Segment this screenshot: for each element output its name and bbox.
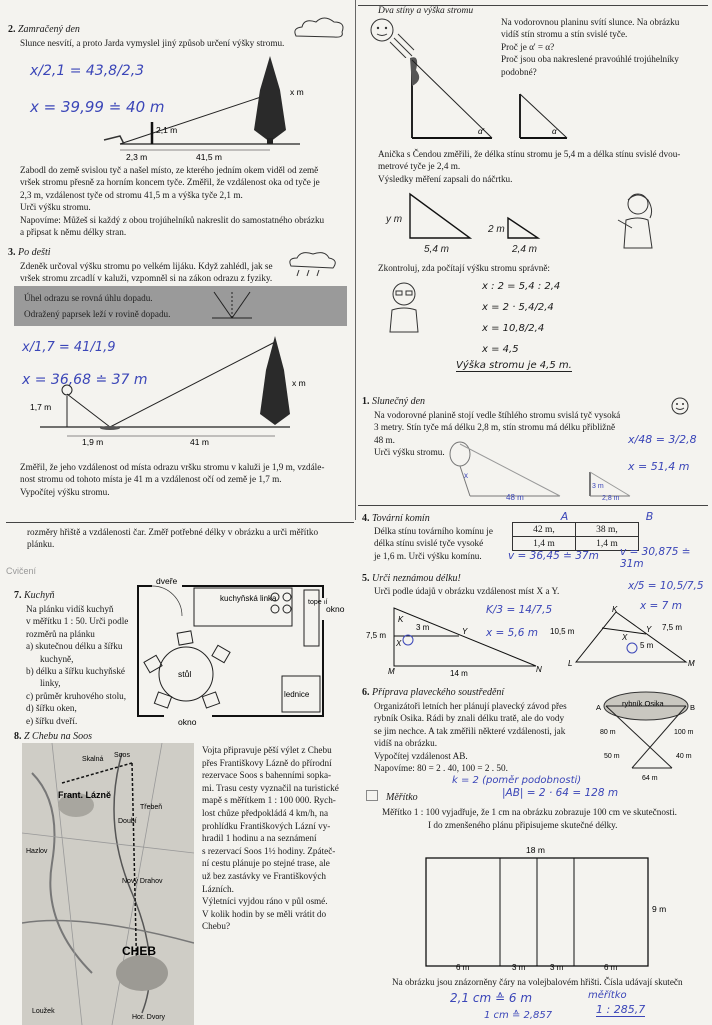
p1-s2: 2,8 m [602, 495, 620, 502]
court-d: 6 m [604, 963, 618, 972]
two-shadows-sketch [380, 186, 580, 258]
p5-handwritten-result2: x = 7 m [640, 600, 682, 612]
plan-table-label: stůl [178, 669, 192, 679]
right-title-two-shadows: Dva stíny a výška stromu [378, 6, 474, 16]
problem-6-body: Organizátoři letních her plánují plavecký závod přes rybník Osika. Rádi by znali délku tratě, ale do vody se jim nechce. A tak změřili některé vzdálenosti, jak vidíš na obrázku. Vypočítej vzdálenost AB. Napovíme: 80 = 2 . 40, 100 = 2 . 50. [374, 701, 567, 774]
p1-x: x [464, 471, 468, 480]
p5-figure-1 [364, 600, 544, 676]
p5-handwritten-result1: x = 5,6 m [486, 627, 538, 639]
p2-figure [100, 50, 340, 165]
scale-hw-1: 2,1 cm ≙ 6 m [450, 991, 533, 1005]
map-label-cheb: CHEB [122, 944, 157, 958]
problem-6-heading: 6. Příprava plaveckého soustředění [362, 687, 505, 698]
p1-figure [440, 440, 640, 502]
two-shadows-intro: Na vodorovnou planinu svítí slunce. Na obrázku vidíš stín stromu a stín svislé tyče. Proč je α' = α? Proč jsou oba nakreslené pravoúhlé trojúhelníky podobné? [501, 17, 680, 77]
svg-text:M: M [388, 667, 395, 676]
problem-4-body: Délka stínu továrního komínu je délka stínu svislé tyče vysoké je 1,6 m. Urči výšku komínu. [374, 526, 493, 561]
problem-7-body: Na plánku vidíš kuchyň v měřítku 1 : 50. Urči podle rozměrů na plánku a) skutečnou délku a šířku kuchyně, b) délku a šířku kuchyňské linky, c) průměr kruhového stolu, d) šířku oken, e) šířku dveří. [26, 604, 129, 726]
scale-heading: Měřítko [366, 790, 418, 803]
svg-text:M: M [688, 659, 695, 668]
f1-a: 7,5 m [366, 631, 387, 640]
p3-d2: 41 m [190, 437, 209, 447]
problem-8-heading: 8. Z Chebu na Soos [14, 731, 93, 742]
problem-7-heading: 7. Kuchyň [14, 590, 55, 601]
scale-body-1: Měřítko 1 : 100 vyjadřuje, že 1 cm na obrázku zobrazuje 100 cm ve skutečnosti. [382, 807, 677, 817]
section-label-cviceni: Cvičení [6, 566, 37, 576]
map-label-novy-drahov: Nový Drahov [122, 878, 163, 885]
p2-pole-label: 2,1 m [156, 125, 178, 135]
top-continuation: rozměry hřiště a vzdálenosti čar. Změř potřebné délky v obrázku a urči měřítko plánku. [27, 527, 319, 550]
pond-d: 40 m [676, 753, 692, 760]
svg-text:Y: Y [646, 625, 652, 634]
p4-handwritten-a: v = 36,45 ≐ 37m [508, 550, 599, 562]
volleyball-court [412, 840, 672, 975]
scale-body-2: I do zmenšeného plánu připisujeme skutečné délky. [428, 820, 618, 830]
svg-text:L: L [568, 659, 573, 668]
p3-handwritten-result: x = 36,68 ≐ 37 m [22, 372, 148, 388]
svg-text:X: X [396, 639, 402, 648]
problem-5-body: Urči podle údajů v obrázku vzdálenost míst X a Y. [374, 586, 560, 596]
scale-hw-4: 1 : 285,7 [596, 1003, 646, 1016]
tourist-map [22, 743, 194, 1025]
kitchen-plan [134, 578, 356, 726]
court-b: 3 m [512, 963, 526, 972]
scale-hw-3: měřítko [588, 990, 627, 1001]
problem-2-heading: 2. Zamračený den [8, 24, 80, 35]
f1-b: 3 m [416, 623, 430, 632]
court-h: 9 m [652, 904, 667, 914]
sketch-b2: 2,4 m [512, 244, 538, 255]
f1-c: 14 m [450, 669, 468, 676]
map-label-doubi: Doubí [118, 818, 137, 825]
svg-text:A: A [596, 703, 602, 712]
court-c: 3 m [550, 963, 564, 972]
boy-illustration [382, 278, 426, 334]
girl-illustration [612, 190, 662, 250]
plan-fridge-label: lednice [284, 690, 310, 699]
plan-window-label: okno [326, 604, 345, 614]
court-caption: Na obrázku jsou znázorněny čáry na volejbalovém hřišti. Čísla udávají skutečn [392, 977, 683, 987]
p3-x: x m [292, 378, 306, 388]
svg-text:X: X [622, 633, 628, 642]
problem-4-heading: 4. Tovární komín [362, 513, 430, 524]
map-label-hor-dvory: Hor. Dvory [132, 1014, 166, 1021]
plan-heater-label: topení [308, 599, 328, 606]
p6-handwritten-ab: |AB| = 2 · 64 = 128 m [502, 787, 619, 799]
p2-handwritten-result: x = 39,99 ≐ 40 m [30, 98, 165, 116]
f2-b: 7,5 m [662, 623, 683, 632]
pond-a: 80 m [600, 729, 616, 736]
p2-x-label: x m [290, 87, 304, 97]
f2-a: 10,5 m [550, 627, 575, 636]
reflection-law-box: Úhel odrazu se rovná úhlu dopadu. Odražený paprsek leží v rovině dopadu. [14, 286, 347, 326]
p1-p: 3 m [592, 483, 604, 490]
pond-e: 64 m [642, 775, 658, 782]
p3-figure [30, 330, 340, 450]
p6-handwritten-k: k = 2 (poměr podobnosti) [452, 775, 582, 786]
p5-figure-2 [546, 604, 706, 672]
sketch-b1: 5,4 m [424, 244, 450, 255]
pond-c: 50 m [604, 753, 620, 760]
svg-text:B: B [690, 703, 696, 712]
rain-cloud-icon [285, 250, 340, 280]
p4-handwritten-b: v = 30,875 ≐ 31m [620, 546, 691, 570]
two-shadows-figure [402, 50, 582, 146]
problem-1-heading: 1. Slunečný den [362, 396, 426, 407]
p2-d2: 41,5 m [196, 152, 222, 162]
p1-handwritten-ratio: x/48 = 3/2,8 [628, 433, 697, 446]
table-column-headers: A B [560, 510, 654, 523]
court-w: 18 m [526, 845, 545, 855]
map-label-hazlov: Hazlov [26, 848, 48, 855]
map-label-skalna: Skalná [82, 756, 104, 763]
court-a: 6 m [456, 963, 470, 972]
problem-1-body: Na vodorovné planině stojí vedle štíhlého stromu svislá tyč vysoká 3 metry. Stín tyče má délku 2,8 m, stín stromu má délku přibližně 48 m. Urči výšku stromu. [374, 410, 621, 458]
f2-c: 5 m [640, 641, 654, 650]
svg-text:K: K [398, 615, 404, 624]
problem-3-body: Zdeněk určoval výšku stromu po velkém lijáku. Když zahlédl, jak se vršek stromu zrcadlí v kaluži, vzpomněl si na zákon odrazu z fyziky. [20, 261, 273, 284]
check-calculation: x : 2 = 5,4 : 2,4 x = 2 · 5,4/2,4 x = 10,8/2,4 x = 4,5 [482, 281, 561, 355]
cloud-icon [290, 14, 350, 42]
map-label-frant-lazne: Frant. Lázně [58, 790, 112, 800]
svg-text:N: N [536, 665, 542, 674]
p2-d1: 2,3 m [126, 152, 148, 162]
divider [6, 522, 354, 523]
plan-counter-label: kuchyňská linka [220, 594, 277, 603]
scale-hw-2: 1 cm ≙ 2,857 [484, 1010, 553, 1021]
svg-text:α: α [552, 127, 557, 136]
svg-text:K: K [612, 605, 618, 614]
problem-8-body: Vojta připravuje pěší výlet z Chebu přes Františkovy Lázně do přírodní rezervace Soos s bahenními sopka- mi. Trasu cesty vyznačil na turistické mapě s měřítkem 1 : 100 000. Rych- lost chůze předpokládá 4 km/h, na prohlídku Františkových Lázní vy- hradil 1 hodinu a na seznámení s rezervací Soos 1½ hodiny. Zpáteč- ní cestu plánuje po stejné trase, ale už bez zastávky ve Františkových Lázních. Výletníci vyjdou ráno v půl osmé. V kolik hodin by se měli vrátit do Chebu? [202, 745, 339, 932]
svg-text:α': α' [478, 127, 485, 136]
p3-handwritten-ratio: x/1,7 = 41/1,9 [22, 340, 116, 355]
p5-handwritten-ratio1: K/3 = 14/7,5 [486, 604, 553, 616]
problem-2-body: Zabodl do země svislou tyč a našel místo, ze kterého jedním okem viděl od země vršek stromu přesně za horním koncem tyče. Změřil, že vzdálenost oka od tyče je 2,3 m, vzdálenost tyče od stromu 41,5 m a výška tyče 2,1 m. Urči výšku stromu. Napovíme: Můžeš si každý z obou trojúhelníků nakreslit do samostatného obrázku a připsat k němu délky stran. [20, 165, 325, 238]
p3-h: 1,7 m [30, 402, 52, 412]
pond-b: 100 m [674, 729, 694, 736]
plan-window2-label: okno [178, 717, 197, 726]
problem-5-heading: 5. Urči neznámou délku! [362, 573, 461, 584]
plan-door-label: dveře [156, 578, 178, 586]
map-label-louzek: Loužek [32, 1008, 55, 1015]
map-label-treben: Třebeň [140, 804, 163, 811]
two-shadows-measure: Anička s Čendou změřili, že délka stínu stromu je 5,4 m a délka stínu svislé dvou- metrové tyče je 2,4 m. Výsledky měření zapsali do náčrtku. [378, 149, 681, 184]
problem-3-body2: Změřil, že jeho vzdálenost od místa odrazu vršku stromu v kaluži je 1,9 m, vzdále- nost stromu od tohoto místa je 41 m a vzdálenost očí od země je 1,7 m. Vypočítej výšku stromu. [20, 462, 325, 497]
chimney-table: 42 m, 38 m, 1,4 m 1,4 m [512, 522, 639, 551]
svg-text:Y: Y [462, 627, 468, 636]
sketch-y: y m [386, 214, 403, 225]
problem-3-heading: 3. Po dešti [8, 247, 51, 258]
p1-handwritten-result: x = 51,4 m [628, 460, 690, 473]
p5-handwritten-ratio2: x/5 = 10,5/7,5 [628, 580, 704, 592]
smiling-sun-icon [664, 395, 696, 417]
check-result: Výška stromu je 4,5 m. [456, 360, 572, 371]
problem-2-lead: Slunce nesvítí, a proto Jarda vymyslel jiný způsob určení výšky stromu. [20, 38, 285, 48]
pond-figure [596, 688, 708, 784]
column-divider [355, 0, 356, 520]
check-instruction: Zkontroluj, zda počítají výšku stromu správně: [378, 263, 550, 273]
sketch-h: 2 m [488, 224, 505, 235]
divider-2 [358, 505, 708, 506]
pond-label: rybník Osika [622, 699, 664, 708]
p2-handwritten-ratio: x/2,1 = 43,8/2,3 [30, 63, 145, 79]
p3-d1: 1,9 m [82, 437, 104, 447]
map-label-soos: Soos [114, 752, 130, 759]
p1-s1: 48 m [506, 493, 524, 502]
